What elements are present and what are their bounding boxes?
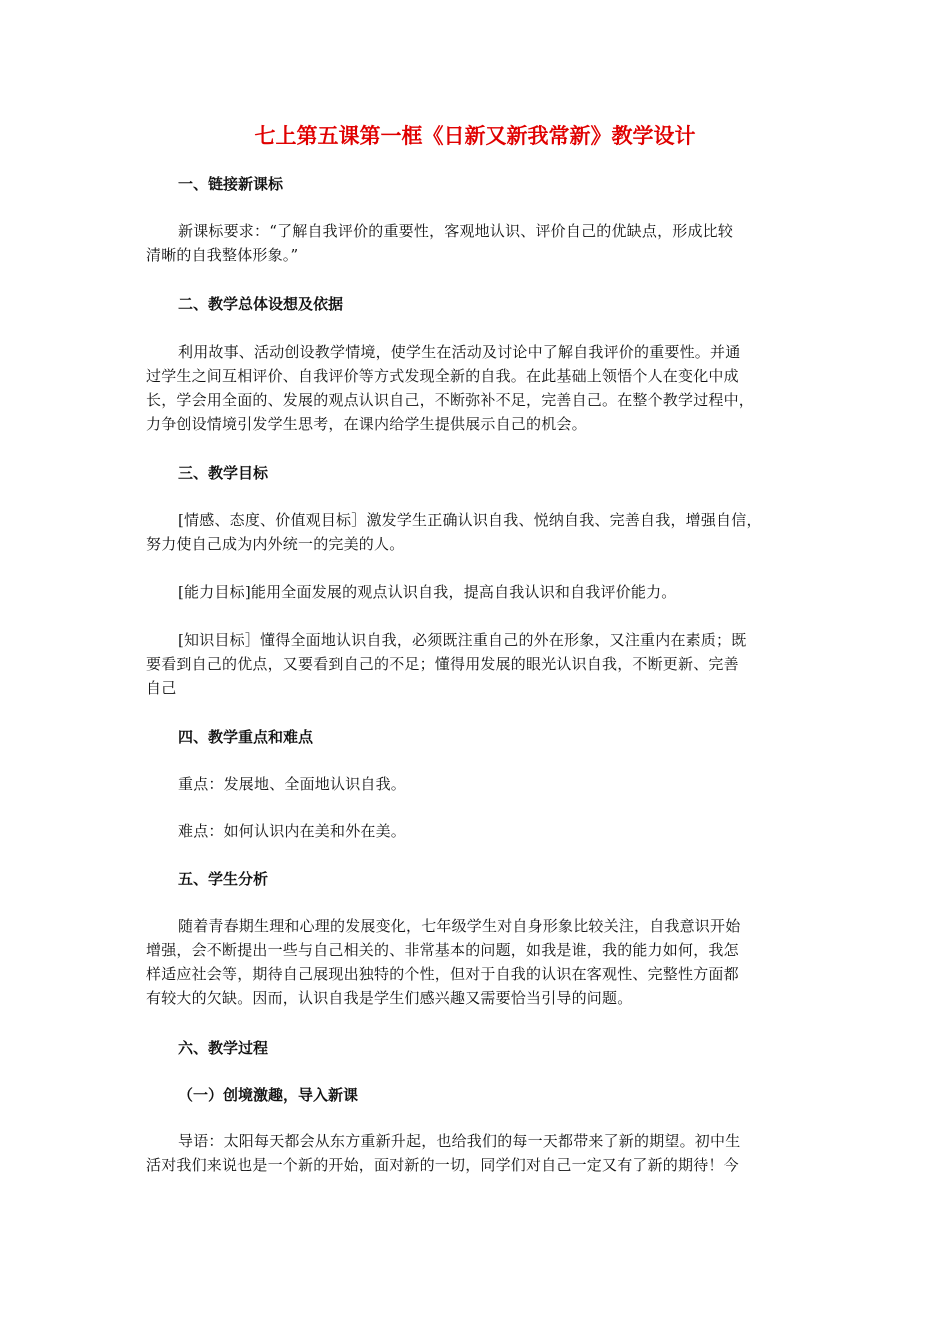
ability-goal-paragraph (146, 580, 810, 604)
paragraph-line: 导语：太阳每天都会从东方重新升起，也给我们的每一天都带来了新的期望。初中生 (178, 1132, 741, 1150)
paragraph-line: 长，学会用全面的、发展的观点认识自己，不断弥补不足，完善自己。在整个教学过程中， (146, 391, 755, 409)
paragraph-line: [知识目标］懂得全面地认识自我，必须既注重自己的外在形象，又注重内在素质；既 (178, 631, 747, 649)
paragraph-line: 要看到自己的优点，又要看到自己的不足；懂得用发展的眼光认识自我，不断更新、完善 (146, 655, 739, 673)
paragraph-line: [情感、态度、价值观目标］激发学生正确认识自我、悦纳自我、完善自我，增强自信， (178, 511, 762, 529)
section-2-paragraph (146, 340, 810, 436)
paragraph-line: 有较大的欠缺。因而，认识自我是学生们感兴趣又需要恰当引导的问题。 (146, 989, 633, 1007)
section-heading-3: 三、教学目标 (178, 464, 269, 482)
subsection-heading-1: （一）创境激趣，导入新课 (178, 1086, 359, 1104)
section-heading-1: 一、链接新课标 (178, 175, 284, 193)
emotion-goal-paragraph (146, 508, 810, 556)
section-heading-6: 六、教学过程 (178, 1039, 269, 1057)
document-title: 七上第五课第一框《日新又新我常新》教学设计 (254, 124, 696, 148)
difficult-point-paragraph (146, 819, 810, 843)
section-5-paragraph (146, 914, 810, 1010)
paragraph-line: 增强，会不断提出一些与自己相关的、非常基本的问题，如我是谁，我的能力如何，我怎 (146, 941, 739, 959)
section-heading-2: 二、教学总体设想及依据 (178, 295, 344, 313)
section-heading-5: 五、学生分析 (178, 870, 269, 888)
paragraph-line: 过学生之间互相评价、自我评价等方式发现全新的自我。在此基础上领悟个人在变化中成 (146, 367, 739, 385)
section-heading-4: 四、教学重点和难点 (178, 728, 314, 746)
paragraph-line: 利用故事、活动创设教学情境，使学生在活动及讨论中了解自我评价的重要性。并通 (178, 343, 741, 361)
paragraph-line: 自己 (146, 679, 177, 697)
paragraph-line: 新课标要求：“了解自我评价的重要性，客观地认识、评价自己的优缺点，形成比较 (178, 222, 734, 240)
paragraph-line: 努力使自己成为内外统一的完美的人。 (146, 535, 405, 553)
section-1-paragraph (146, 219, 810, 267)
paragraph-line: 重点：发展地、全面地认识自我。 (178, 775, 407, 793)
paragraph-line: 活对我们来说也是一个新的开始，面对新的一切，同学们对自己一定又有了新的期待！今 (146, 1156, 739, 1174)
knowledge-goal-paragraph (146, 628, 810, 700)
section-6-paragraph (146, 1129, 810, 1177)
paragraph-line: 清晰的自我整体形象。” (146, 246, 299, 264)
paragraph-line: 难点：如何认识内在美和外在美。 (178, 822, 407, 840)
paragraph-line: [能力目标]能用全面发展的观点认识自我，提高自我认识和自我评价能力。 (178, 583, 677, 601)
paragraph-line: 样适应社会等，期待自己展现出独特的个性，但对于自我的认识在客观性、完整性方面都 (146, 965, 739, 983)
key-point-paragraph (146, 772, 810, 796)
paragraph-line: 力争创设情境引发学生思考，在课内给学生提供展示自己的机会。 (146, 415, 587, 433)
paragraph-line: 随着青春期生理和心理的发展变化，七年级学生对自身形象比较关注，自我意识开始 (178, 917, 741, 935)
